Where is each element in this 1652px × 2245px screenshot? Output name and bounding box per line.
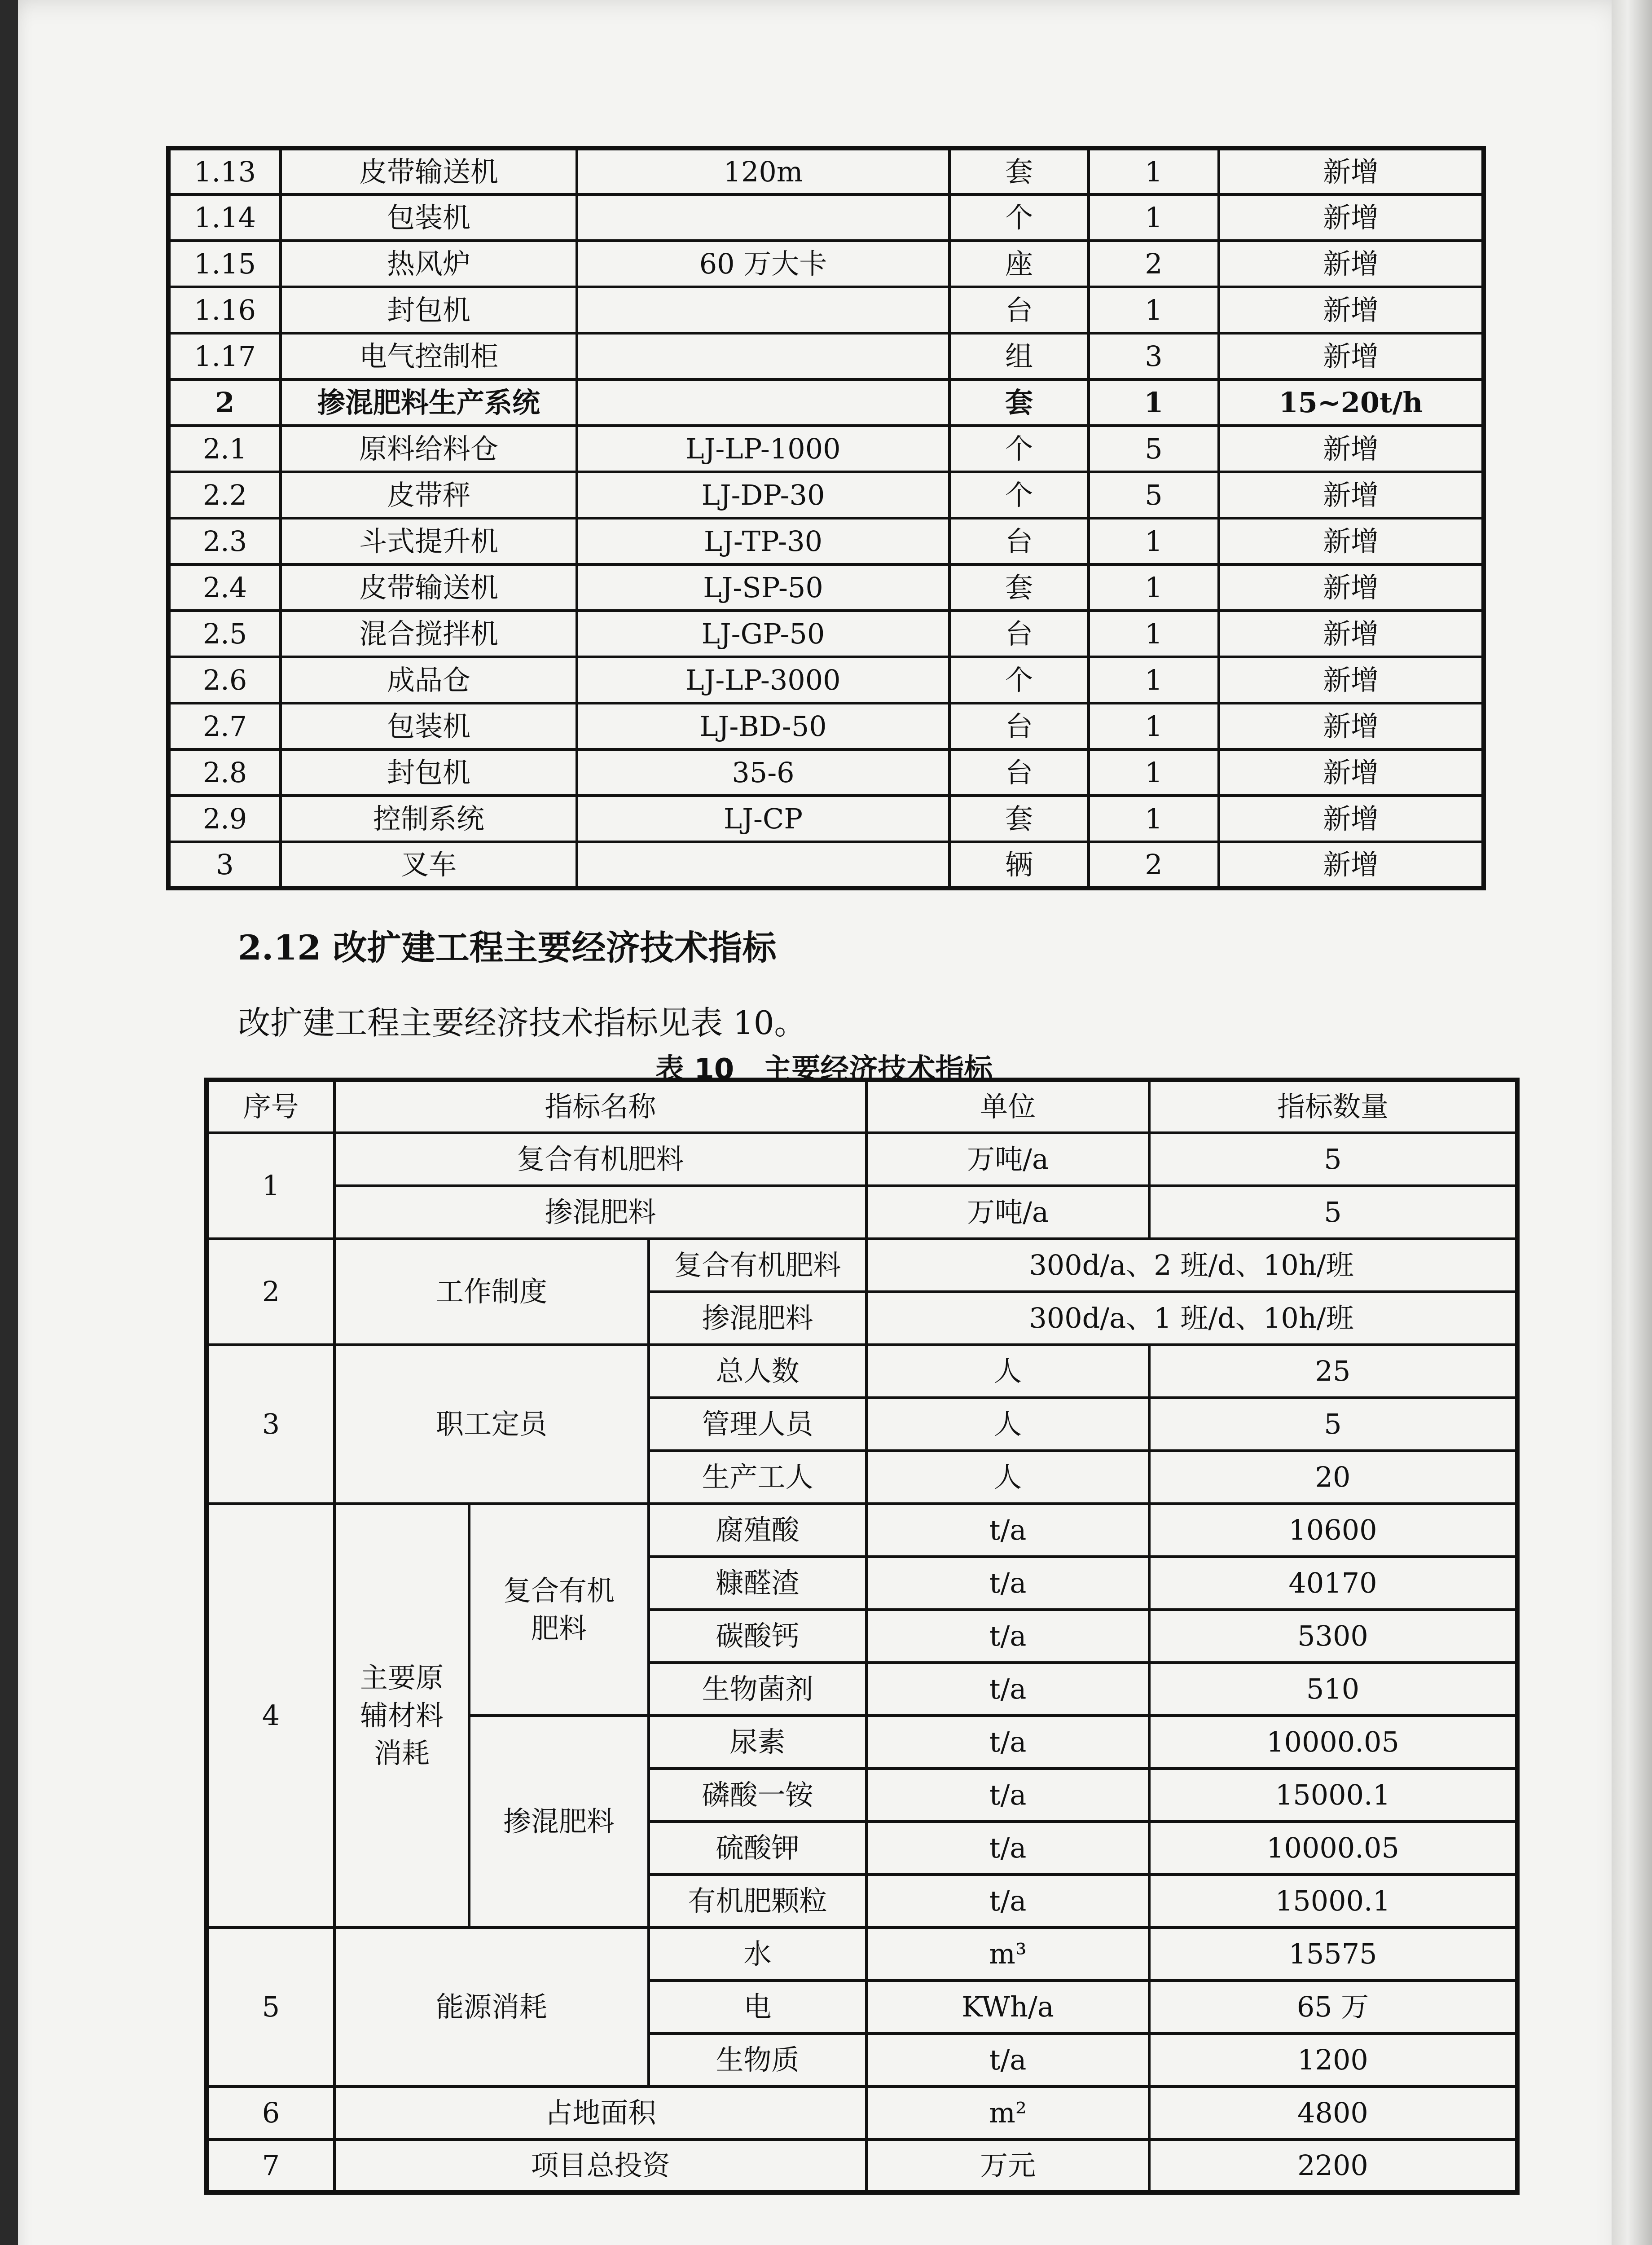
indicator-name: 硫酸钾 [649, 1822, 866, 1875]
equipment-name: 原料给料仓 [281, 426, 577, 472]
equipment-spec: LJ-CP [577, 796, 949, 842]
indicator-name: 复合有机肥料 [334, 1133, 866, 1186]
indicator-name: 生物质 [649, 2034, 866, 2087]
equipment-note: 新增 [1219, 564, 1484, 611]
indicator-name: 生物菌剂 [649, 1663, 866, 1716]
indicator-unit: 万吨/a [866, 1133, 1149, 1186]
group-label: 主要原辅材料消耗 [334, 1504, 469, 1928]
equipment-name: 皮带输送机 [281, 148, 577, 194]
equipment-no: 2.3 [168, 518, 281, 564]
table-row [168, 148, 1484, 194]
indicator-unit: t/a [866, 1663, 1149, 1716]
equipment-unit: 个 [949, 472, 1089, 518]
equipment-no: 1.15 [168, 241, 281, 287]
equipment-qty: 1 [1089, 287, 1219, 333]
equipment-spec [577, 379, 949, 426]
table-row [168, 749, 1484, 796]
equipment-qty: 1 [1089, 194, 1219, 241]
equipment-unit: 台 [949, 703, 1089, 749]
equipment-unit: 套 [949, 796, 1089, 842]
equipment-name: 热风炉 [281, 241, 577, 287]
indicator-name: 复合有机肥料 [649, 1239, 866, 1292]
row-no: 2 [206, 1239, 334, 1345]
table-row [206, 2087, 1517, 2139]
equipment-no: 2.5 [168, 611, 281, 657]
indicator-unit: t/a [866, 1716, 1149, 1769]
equipment-note: 新增 [1219, 426, 1484, 472]
subgroup-label: 掺混肥料 [469, 1716, 649, 1928]
table-caption: 表 10 主要经济技术指标 [655, 1053, 993, 1086]
equipment-qty: 1 [1089, 796, 1219, 842]
equipment-unit: 组 [949, 333, 1089, 379]
row-no: 1 [206, 1133, 334, 1239]
indicator-value: 65 万 [1149, 1981, 1517, 2034]
equipment-unit: 台 [949, 749, 1089, 796]
table-row [168, 796, 1484, 842]
indicator-name: 总人数 [649, 1345, 866, 1398]
subgroup-label: 复合有机肥料 [469, 1504, 649, 1716]
indicator-unit: KWh/a [866, 1981, 1149, 2034]
table-row [206, 1504, 1517, 1557]
equipment-spec [577, 287, 949, 333]
row-no: 6 [206, 2087, 334, 2139]
row-no: 4 [206, 1504, 334, 1928]
indicator-value: 2200 [1149, 2139, 1517, 2192]
indicator-table [204, 1078, 1520, 2195]
indicator-name: 碳酸钙 [649, 1610, 866, 1663]
equipment-qty: 1 [1089, 703, 1219, 749]
equipment-name: 混合搅拌机 [281, 611, 577, 657]
equipment-unit: 台 [949, 611, 1089, 657]
equipment-spec: 35-6 [577, 749, 949, 796]
equipment-qty: 3 [1089, 333, 1219, 379]
equipment-note: 新增 [1219, 287, 1484, 333]
equipment-unit: 个 [949, 194, 1089, 241]
equipment-name: 包装机 [281, 194, 577, 241]
table-row [168, 379, 1484, 426]
equipment-qty: 2 [1089, 241, 1219, 287]
equipment-no: 1.16 [168, 287, 281, 333]
equipment-name: 掺混肥料生产系统 [281, 379, 577, 426]
equipment-spec: 120m [577, 148, 949, 194]
equipment-no: 2.9 [168, 796, 281, 842]
equipment-name: 成品仓 [281, 657, 577, 703]
indicator-value: 510 [1149, 1663, 1517, 1716]
indicator-unit: t/a [866, 1610, 1149, 1663]
equipment-no: 2.8 [168, 749, 281, 796]
indicator-name: 项目总投资 [334, 2139, 866, 2192]
equipment-no: 1.17 [168, 333, 281, 379]
equipment-no: 2 [168, 379, 281, 426]
equipment-qty: 1 [1089, 518, 1219, 564]
group-label: 能源消耗 [334, 1928, 649, 2087]
equipment-name: 封包机 [281, 749, 577, 796]
equipment-name: 封包机 [281, 287, 577, 333]
equipment-no: 2.7 [168, 703, 281, 749]
table-row [168, 241, 1484, 287]
indicator-name: 水 [649, 1928, 866, 1981]
indicator-value: 5 [1149, 1398, 1517, 1451]
equipment-note: 新增 [1219, 749, 1484, 796]
indicator-unit: 人 [866, 1398, 1149, 1451]
equipment-note: 新增 [1219, 611, 1484, 657]
equipment-table [166, 146, 1486, 890]
indicator-value: 40170 [1149, 1557, 1517, 1610]
indicator-name: 管理人员 [649, 1398, 866, 1451]
indicator-value: 300d/a、2 班/d、10h/班 [866, 1239, 1517, 1292]
equipment-note: 新增 [1219, 842, 1484, 888]
table-row [168, 333, 1484, 379]
equipment-note: 新增 [1219, 472, 1484, 518]
equipment-note: 新增 [1219, 703, 1484, 749]
row-no: 5 [206, 1928, 334, 2087]
equipment-note: 新增 [1219, 657, 1484, 703]
table-row [168, 703, 1484, 749]
equipment-name: 电气控制柜 [281, 333, 577, 379]
equipment-name: 叉车 [281, 842, 577, 888]
indicator-value: 10000.05 [1149, 1822, 1517, 1875]
table-row [206, 2139, 1517, 2192]
indicator-unit: t/a [866, 1875, 1149, 1928]
indicator-value: 10600 [1149, 1504, 1517, 1557]
equipment-name: 控制系统 [281, 796, 577, 842]
equipment-spec: LJ-TP-30 [577, 518, 949, 564]
section-heading [238, 920, 777, 969]
equipment-no: 2.6 [168, 657, 281, 703]
equipment-note: 新增 [1219, 796, 1484, 842]
indicator-unit: 人 [866, 1345, 1149, 1398]
equipment-no: 2.1 [168, 426, 281, 472]
page-binding-edge [1612, 0, 1652, 2245]
indicator-value: 20 [1149, 1451, 1517, 1504]
indicator-unit: 万吨/a [866, 1186, 1149, 1239]
section-title-text: 改扩建工程主要经济技术指标 [333, 928, 777, 968]
row-no: 7 [206, 2139, 334, 2192]
table-row [168, 472, 1484, 518]
equipment-spec [577, 842, 949, 888]
equipment-no: 1.13 [168, 148, 281, 194]
indicator-name: 有机肥颗粒 [649, 1875, 866, 1928]
indicator-unit: 万元 [866, 2139, 1149, 2192]
table-row [168, 657, 1484, 703]
equipment-qty: 2 [1089, 842, 1219, 888]
equipment-name: 包装机 [281, 703, 577, 749]
indicator-unit: m² [866, 2087, 1149, 2139]
indicator-unit: m³ [866, 1928, 1149, 1981]
indicator-value: 25 [1149, 1345, 1517, 1398]
table-row [168, 287, 1484, 333]
indicator-value: 1200 [1149, 2034, 1517, 2087]
equipment-qty: 1 [1089, 657, 1219, 703]
equipment-spec: LJ-LP-1000 [577, 426, 949, 472]
indicator-value: 5 [1149, 1186, 1517, 1239]
equipment-unit: 套 [949, 148, 1089, 194]
indicator-name: 占地面积 [334, 2087, 866, 2139]
table-row [206, 1133, 1517, 1186]
indicator-value: 15000.1 [1149, 1875, 1517, 1928]
equipment-unit: 座 [949, 241, 1089, 287]
equipment-qty: 1 [1089, 379, 1219, 426]
section-number: 2.12 [238, 928, 321, 968]
header-no: 序号 [206, 1080, 334, 1133]
table-row [168, 564, 1484, 611]
equipment-spec: 60 万大卡 [577, 241, 949, 287]
header-name: 指标名称 [334, 1080, 866, 1133]
equipment-unit: 个 [949, 657, 1089, 703]
equipment-qty: 5 [1089, 472, 1219, 518]
equipment-note: 新增 [1219, 241, 1484, 287]
group-label: 工作制度 [334, 1239, 649, 1345]
table-row [168, 611, 1484, 657]
equipment-spec: LJ-LP-3000 [577, 657, 949, 703]
indicator-value: 4800 [1149, 2087, 1517, 2139]
indicator-name: 生产工人 [649, 1451, 866, 1504]
equipment-spec: LJ-GP-50 [577, 611, 949, 657]
equipment-spec: LJ-DP-30 [577, 472, 949, 518]
section-intro-text: 改扩建工程主要经济技术指标见表 10。 [238, 1004, 807, 1042]
equipment-spec [577, 333, 949, 379]
table-header-row [206, 1080, 1517, 1133]
equipment-no: 2.4 [168, 564, 281, 611]
equipment-qty: 1 [1089, 611, 1219, 657]
header-unit: 单位 [866, 1080, 1149, 1133]
equipment-unit: 辆 [949, 842, 1089, 888]
equipment-no: 2.2 [168, 472, 281, 518]
equipment-spec [577, 194, 949, 241]
table-row [168, 426, 1484, 472]
indicator-name: 腐殖酸 [649, 1504, 866, 1557]
indicator-value: 10000.05 [1149, 1716, 1517, 1769]
indicator-name: 电 [649, 1981, 866, 2034]
equipment-spec: LJ-BD-50 [577, 703, 949, 749]
indicator-unit: t/a [866, 1769, 1149, 1822]
equipment-name: 皮带输送机 [281, 564, 577, 611]
indicator-value: 15000.1 [1149, 1769, 1517, 1822]
equipment-note: 新增 [1219, 518, 1484, 564]
indicator-value: 5 [1149, 1133, 1517, 1186]
equipment-name: 斗式提升机 [281, 518, 577, 564]
indicator-unit: t/a [866, 1557, 1149, 1610]
indicator-name: 糠醛渣 [649, 1557, 866, 1610]
table-row [206, 1186, 1517, 1239]
equipment-qty: 1 [1089, 564, 1219, 611]
equipment-name: 皮带秤 [281, 472, 577, 518]
indicator-name: 尿素 [649, 1716, 866, 1769]
equipment-unit: 套 [949, 564, 1089, 611]
indicator-value: 300d/a、1 班/d、10h/班 [866, 1292, 1517, 1345]
equipment-note: 新增 [1219, 194, 1484, 241]
equipment-qty: 1 [1089, 148, 1219, 194]
indicator-name: 磷酸一铵 [649, 1769, 866, 1822]
equipment-spec: LJ-SP-50 [577, 564, 949, 611]
equipment-no: 3 [168, 842, 281, 888]
header-value: 指标数量 [1149, 1080, 1517, 1133]
indicator-unit: t/a [866, 1504, 1149, 1557]
equipment-note: 新增 [1219, 333, 1484, 379]
equipment-unit: 台 [949, 287, 1089, 333]
equipment-note: 新增 [1219, 148, 1484, 194]
group-label: 职工定员 [334, 1345, 649, 1504]
row-no: 3 [206, 1345, 334, 1504]
indicator-unit: t/a [866, 2034, 1149, 2087]
equipment-qty: 5 [1089, 426, 1219, 472]
equipment-note: 15~20t/h [1219, 379, 1484, 426]
table-row [168, 842, 1484, 888]
equipment-unit: 台 [949, 518, 1089, 564]
table-row [206, 1239, 1517, 1292]
equipment-unit: 个 [949, 426, 1089, 472]
indicator-name: 掺混肥料 [334, 1186, 866, 1239]
table-row [168, 518, 1484, 564]
indicator-unit: 人 [866, 1451, 1149, 1504]
indicator-value: 15575 [1149, 1928, 1517, 1981]
table-row [168, 194, 1484, 241]
table-row [206, 1928, 1517, 1981]
table-row [206, 1345, 1517, 1398]
indicator-value: 5300 [1149, 1610, 1517, 1663]
indicator-name: 掺混肥料 [649, 1292, 866, 1345]
equipment-no: 1.14 [168, 194, 281, 241]
indicator-unit: t/a [866, 1822, 1149, 1875]
equipment-qty: 1 [1089, 749, 1219, 796]
equipment-unit: 套 [949, 379, 1089, 426]
